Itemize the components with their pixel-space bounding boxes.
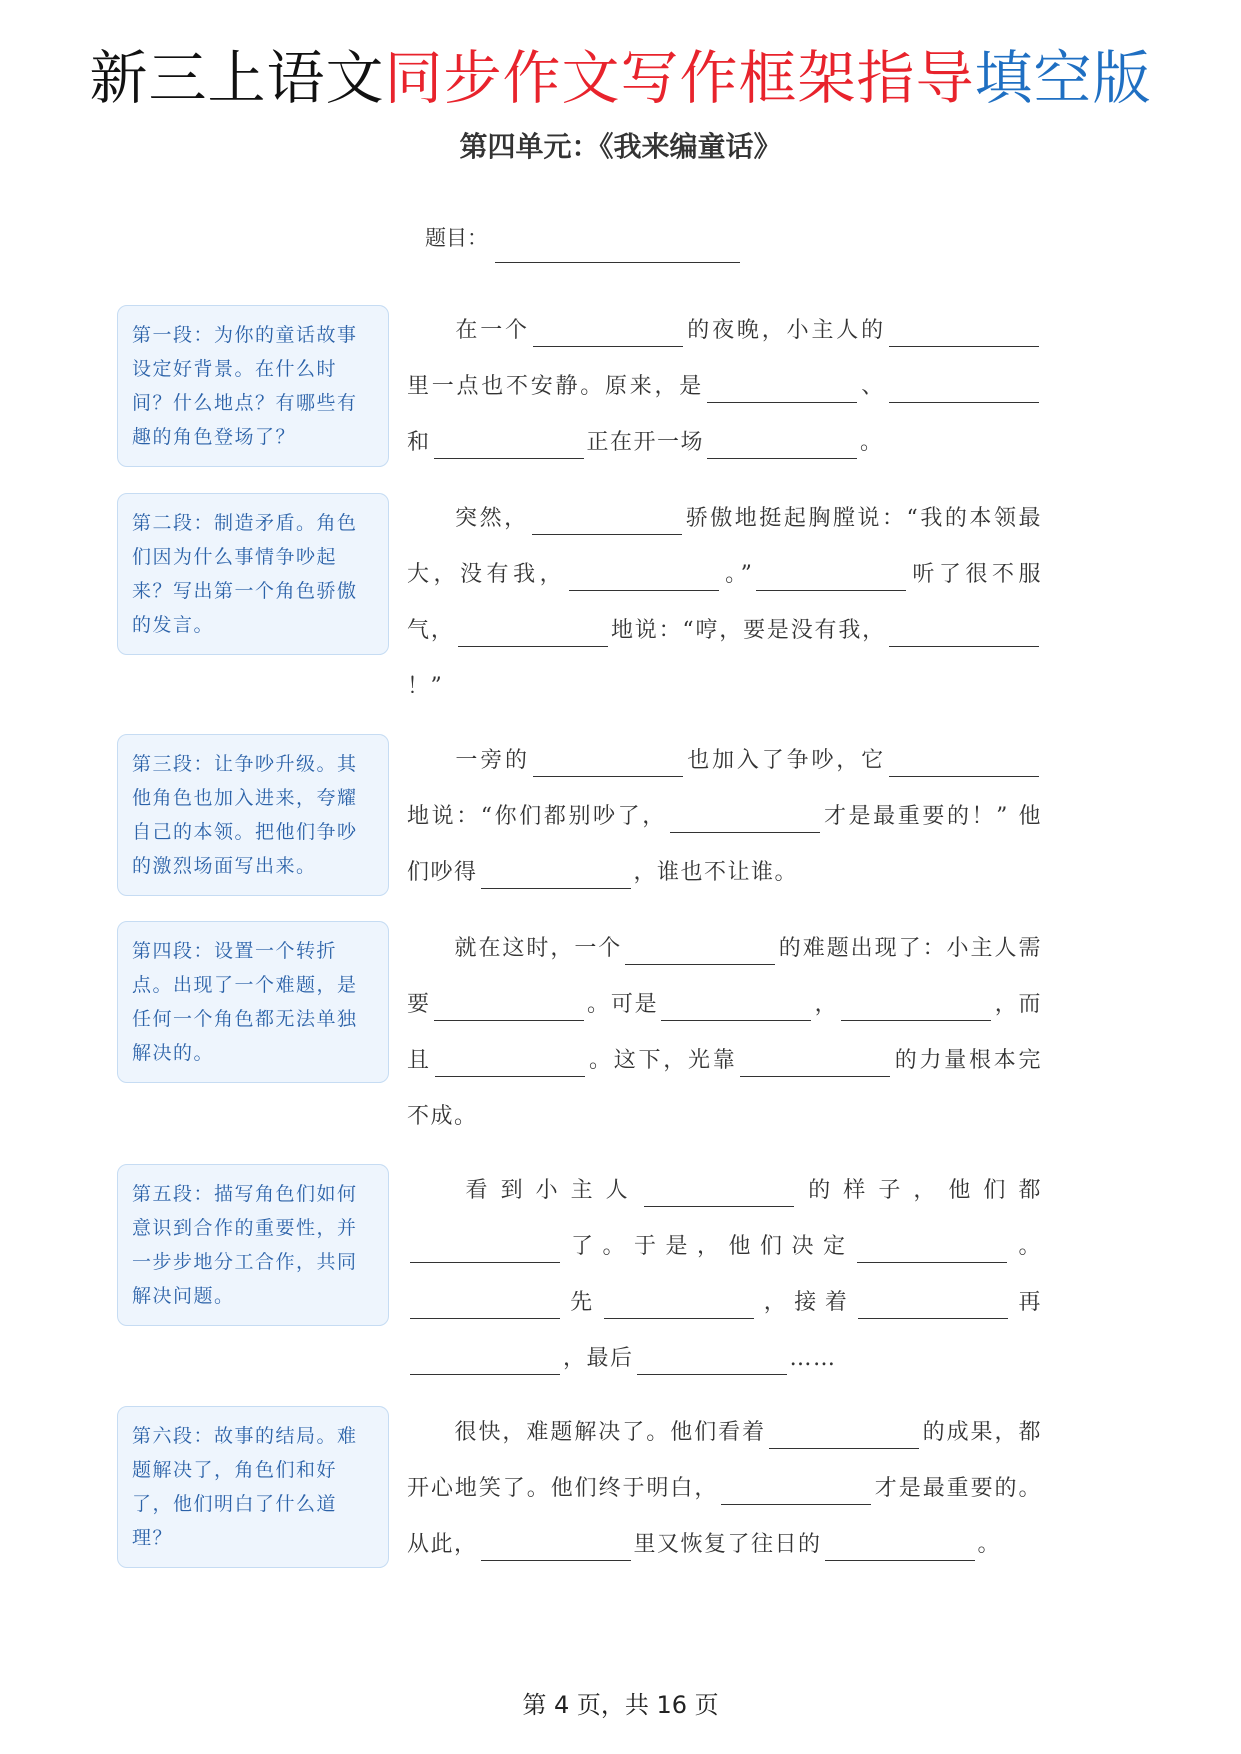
paragraph-4: 就在这时，一个 的难题出现了：小主人需要 。可是 ， ，而且 。这下，光靠 的力量根本完不成。: [407, 936, 1042, 1129]
fill-blank[interactable]: [721, 1474, 871, 1505]
fill-blank[interactable]: [857, 1232, 1007, 1263]
fill-blank[interactable]: [533, 316, 683, 347]
fill-blank[interactable]: [458, 616, 608, 647]
paragraph-1: 在一个 的夜晚，小主人的里一点也不安静。原来，是 、和 正在开一场 。: [407, 303, 1042, 471]
guide-box-1: 第一段：为你的童话故事设定好背景。在什么时间？什么地点？有哪些有趣的角色登场了？: [117, 305, 389, 467]
paragraph-5: 看到小主人 的样子，他们都了。于是，他们决定 。先 ，接着 再，最后 ……: [407, 1163, 1042, 1387]
fill-blank[interactable]: [533, 746, 683, 777]
guide-box-4: 第四段：设置一个转折点。出现了一个难题，是任何一个角色都无法单独解决的。: [117, 921, 389, 1083]
paragraph-2: 突然， 骄傲地挺起胸膛说：“我的本领最大，没有我， 。” 听了很不服气， 地说：“哼，要是没有我，！”: [407, 506, 1042, 699]
fill-blank[interactable]: [661, 990, 811, 1021]
fill-blank[interactable]: [769, 1418, 919, 1449]
title-blue: 填空版: [974, 44, 1152, 112]
fill-blank[interactable]: [410, 1288, 560, 1319]
fill-blank[interactable]: [435, 1046, 585, 1077]
fill-blank[interactable]: [604, 1288, 754, 1319]
fill-blank[interactable]: [481, 858, 631, 889]
title-red: 同步作文写作框架指导: [384, 44, 975, 112]
fill-blank[interactable]: [841, 990, 991, 1021]
fill-blank[interactable]: [825, 1530, 975, 1561]
guide-box-5: 第五段：描写角色们如何意识到合作的重要性，并一步步地分工合作，共同解决问题。: [117, 1164, 389, 1326]
topic-label: 题目：: [425, 226, 488, 250]
fill-blank[interactable]: [858, 1288, 1008, 1319]
fill-blank[interactable]: [756, 560, 906, 591]
guide-box-2: 第二段：制造矛盾。角色们因为什么事情争吵起来？写出第一个角色骄傲的发言。: [117, 493, 389, 655]
fill-blank[interactable]: [434, 428, 584, 459]
title-black: 新三上语文: [89, 44, 385, 112]
fill-blank[interactable]: [670, 802, 820, 833]
document-title: [0, 38, 1241, 118]
fill-blank[interactable]: [889, 372, 1039, 403]
unit-subtitle: 第四单元：《我来编童话》: [459, 130, 782, 163]
fill-blank[interactable]: [434, 990, 584, 1021]
fill-blank[interactable]: [644, 1176, 794, 1207]
fill-blank[interactable]: [569, 560, 719, 591]
fill-blank[interactable]: [707, 372, 857, 403]
fill-blank[interactable]: [410, 1232, 560, 1263]
fill-blank[interactable]: [532, 504, 682, 535]
page-footer: 第 4 页，共 16 页: [522, 1691, 719, 1719]
fill-blank[interactable]: [740, 1046, 890, 1077]
fill-blank[interactable]: [637, 1344, 787, 1375]
fill-blank[interactable]: [889, 746, 1039, 777]
guide-box-3: 第三段：让争吵升级。其他角色也加入进来，夸耀自己的本领。把他们争吵的激烈场面写出来。: [117, 734, 389, 896]
fill-blank[interactable]: [889, 316, 1039, 347]
fill-blank[interactable]: [889, 616, 1039, 647]
paragraph-3: 一旁的 也加入了争吵，它地说：“你们都别吵了， 才是最重要的！” 他们吵得 ，谁也不让谁。: [407, 733, 1042, 901]
fill-blank[interactable]: [481, 1530, 631, 1561]
paragraph-6: 很快，难题解决了。他们看着 的成果，都开心地笑了。他们终于明白， 才是最重要的。从此， 里又恢复了往日的 。: [407, 1405, 1042, 1573]
fill-blank[interactable]: [410, 1344, 560, 1375]
guide-box-6: 第六段：故事的结局。难题解决了，角色们和好了，他们明白了什么道理？: [117, 1406, 389, 1568]
fill-blank[interactable]: [625, 934, 775, 965]
topic-blank[interactable]: [495, 262, 740, 263]
fill-blank[interactable]: [707, 428, 857, 459]
